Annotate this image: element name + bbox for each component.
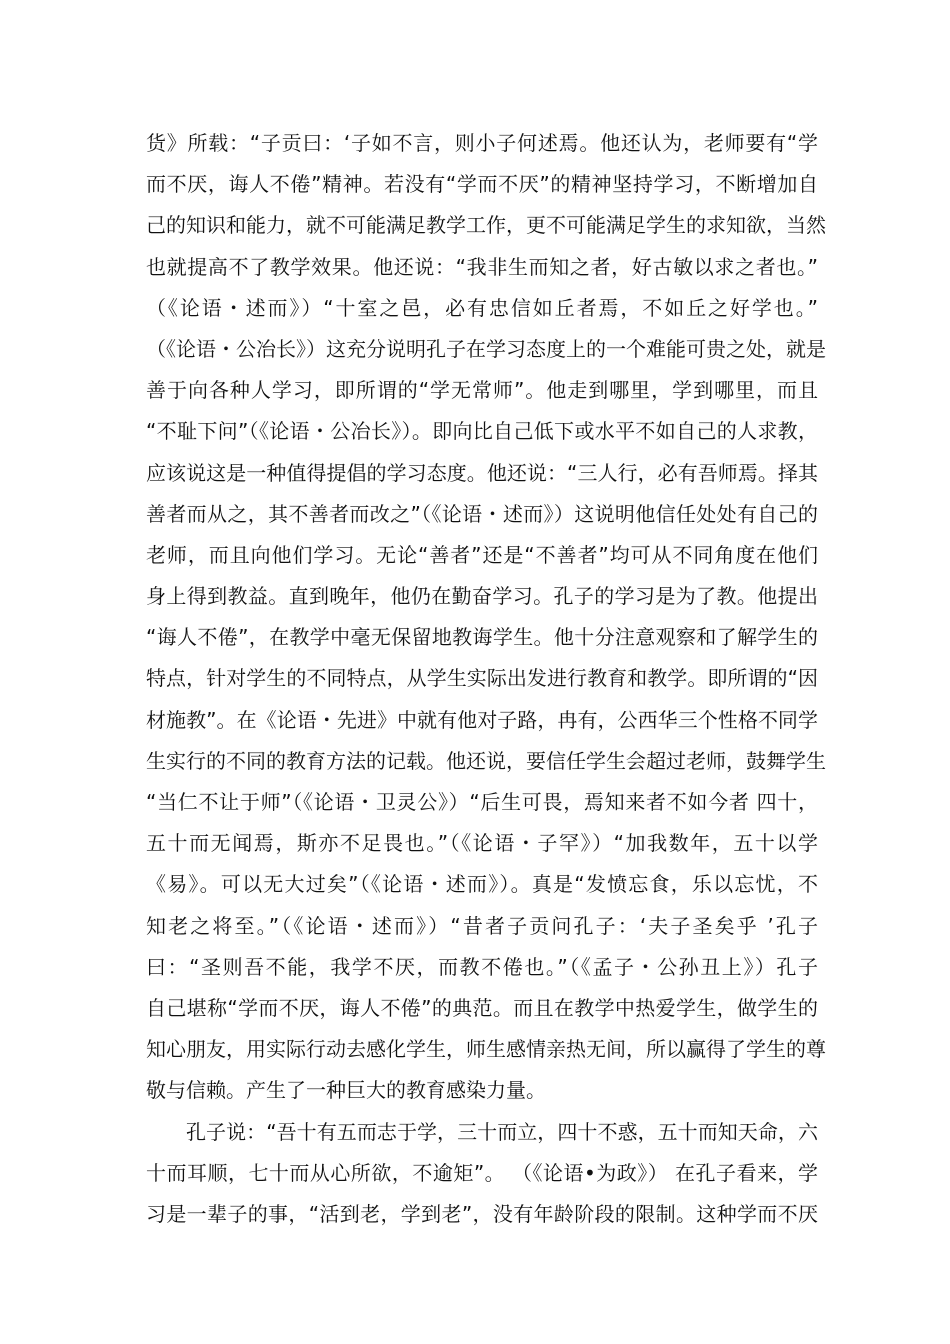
text-line: “当仁不让于师”（《论语・卫灵公》）“后生可畏，焉知来者不如今者 四十， xyxy=(146,790,818,814)
text-line: 老师，而且向他们学习。无论“善者”还是“不善者”均可从不同角度在他们 xyxy=(146,542,818,567)
body-text xyxy=(146,123,826,1235)
text-line: （《论语・公冶长》）这充分说明孔子在学习态度上的一个难能可贵之处，就是 xyxy=(146,336,826,361)
text-line: 货》所载：“子贡曰：‘子如不言，则小子何述焉。他还认为，老师要有“学 xyxy=(146,131,818,155)
text-line: 生实行的不同的教育方法的记载。他还说，要信任学生会超过老师，鼓舞学生 xyxy=(146,748,826,773)
text-line: 而不厌，诲人不倦”精神。若没有“学而不厌”的精神坚持学习，不断增加自 xyxy=(146,172,818,197)
text-line: 《易》。可以无大过矣”（《论语・述而》）。真是“发愤忘食，乐以忘忧，不 xyxy=(146,872,818,897)
text-line: 自己堪称“学而不厌，诲人不倦”的典范。而且在教学中热爱学生，做学生的 xyxy=(146,995,818,1020)
text-line: 也就提高不了教学效果。他还说：“我非生而知之者，好古敏以求之者也。” xyxy=(146,254,818,279)
text-line: 材施教”。在《论语・先进》中就有他对子路，冉有，公西华三个性格不同学 xyxy=(146,707,818,732)
text-line: 善者而从之，其不善者而改之”（《论语・述而》）这说明他信任处处有自己的 xyxy=(146,501,818,526)
text-line: 特点，针对学生的不同特点，从学生实际出发进行教育和教学。即所谓的“因 xyxy=(146,666,818,691)
text-line: 身上得到教益。直到晚年，他仍在勤奋学习。孔子的学习是为了教。他提出 xyxy=(146,584,818,609)
text-line: “不耻下问”（《论语・公冶长》）。即向比自己低下或水平不如自己的人求教， xyxy=(146,419,818,444)
text-line: 善于向各种人学习，即所谓的“学无常师”。他走到哪里，学到哪里，而且 xyxy=(146,378,818,403)
text-line: 己的知识和能力，就不可能满足教学工作，更不可能满足学生的求知欲，当然 xyxy=(146,213,826,238)
paragraph-first-line: 孔子说：“吾十有五而志于学，三十而立，四十不惑，五十而知天命，六 xyxy=(186,1119,818,1144)
text-line: 十而耳顺，七十而从心所欲，不逾矩”。 （《论语•为政》） 在孔子看来，学 xyxy=(146,1160,818,1185)
text-line: 曰：“圣则吾不能，我学不厌，而教不倦也。”（《孟子・公孙丑上》）孔子 xyxy=(146,954,818,979)
text-line: （《论语・述而》）“十室之邑，必有忠信如丘者焉，不如丘之好学也。” xyxy=(146,295,818,320)
text-line: 五十而无闻焉，斯亦不足畏也。”（《论语・子罕》）“加我数年，五十以学 xyxy=(146,831,818,856)
paragraph-end-line: 敬与信赖。产生了一种巨大的教育感染力量。 xyxy=(146,1078,546,1103)
text-line: “诲人不倦”，在教学中毫无保留地教诲学生。他十分注意观察和了解学生的 xyxy=(146,625,818,650)
text-line: 知老之将至。”（《论语・述而》）“昔者子贡问孔子：‘夫子圣矣乎 ’孔子 xyxy=(146,913,818,938)
text-line: 知心朋友，用实际行动去感化学生，师生感情亲热无间，所以赢得了学生的尊 xyxy=(146,1037,826,1062)
text-line: 应该说这是一种值得提倡的学习态度。他还说：“三人行，必有吾师焉。择其 xyxy=(146,460,818,485)
text-line: 习是一辈子的事，“活到老，学到老”，没有年龄阶段的限制。这种学而不厌 xyxy=(146,1201,818,1226)
